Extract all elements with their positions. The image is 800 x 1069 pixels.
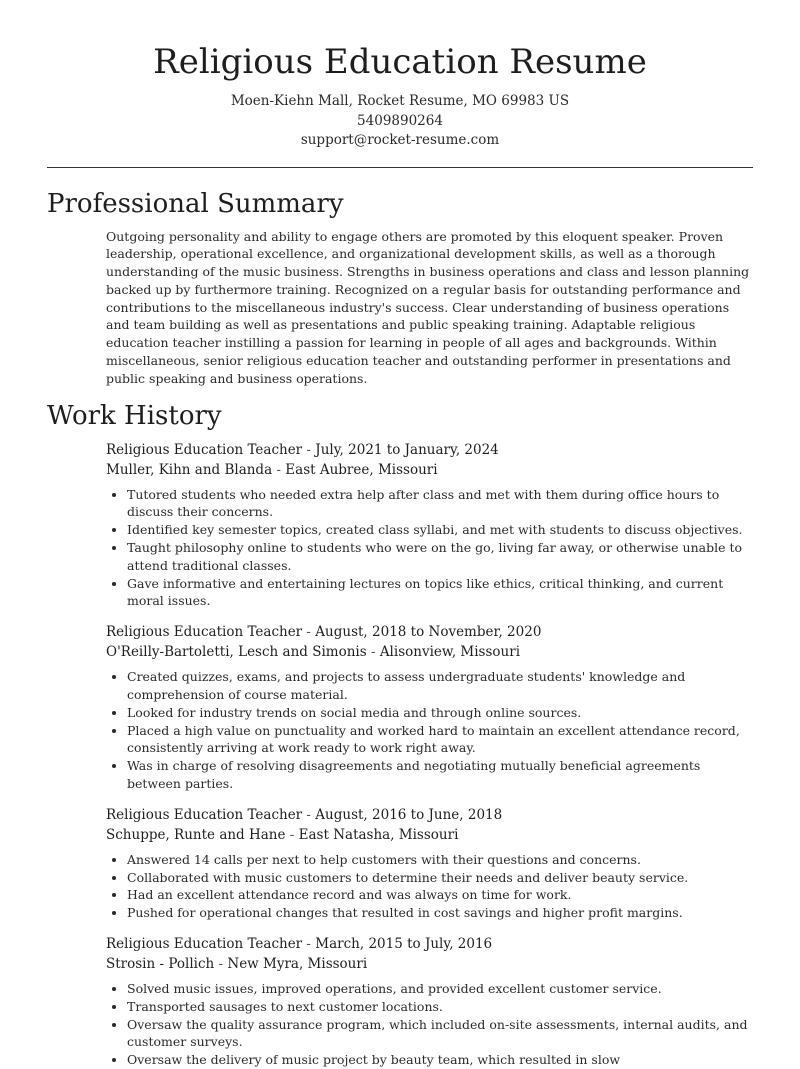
job-bullet: • Answered 14 calls per next to help customers with their questions and concerns. [127,851,754,869]
work-history-heading: Work History [47,400,222,431]
job-bullet: • Collaborated with music customers to determine their needs and deliver beauty service. [127,869,754,887]
summary-text: Outgoing personality and ability to engage others are promoted by this eloquent speaker. Proven leadership, operational excellence, and organizational development skills, as well as a thorough understanding of the music business. Strengths in business operations and class and lesson planning backed up by furthermore training. Recognized on a regular basis for outstanding performance and contributions to the miscellaneous industry's success. Clear understanding of business operations and team building as well as presentations and public speaking training. Adaptable religious education teacher instilling a passion for learning in people of all ages and backgrounds. Within miscellaneous, senior religious education teacher and outstanding performer in presentations and public speaking and business operations. [106,228,750,386]
job-location: East Natasha, Missouri [298,826,459,843]
job-title-line [106,440,754,460]
job-location: East Aubree, Missouri [285,461,438,478]
separator: - [302,936,316,953]
job-bullet: • Solved music issues, improved operations, and provided excellent customer service. [127,980,754,998]
separator: - [366,644,380,661]
job-bullet: • Oversaw the delivery of music project by beauty team, which resulted in slow [127,1051,754,1069]
summary-heading: Professional Summary [47,188,344,219]
job-entry [106,934,754,1069]
job-role: Religious Education Teacher [106,936,303,953]
job-bullet: • Was in charge of resolving disagreements and negotiating mutually beneficial agreements between parties. [127,757,754,793]
contact-block [0,92,800,151]
job-bullets [106,851,754,922]
job-company-line [106,954,754,974]
job-role: Religious Education Teacher [106,624,303,641]
job-company: O'Reilly-Bartoletti, Lesch and Simonis [106,644,367,661]
resume-header [0,0,800,151]
job-dates: August, 2016 to June, 2018 [315,806,503,823]
job-title-line [106,934,754,954]
separator: - [285,826,299,843]
job-bullet: • Looked for industry trends on social media and through online sources. [127,704,754,722]
job-bullet: • Pushed for operational changes that resulted in cost savings and higher profit margins. [127,904,754,922]
job-bullet: • Transported sausages to next customer locations. [127,998,754,1016]
job-company: Schuppe, Runte and Hane [106,826,286,843]
job-title-line [106,622,754,642]
work-history-list [106,440,754,1069]
separator: - [302,441,316,458]
job-bullet: • Placed a high value on punctuality and worked hard to maintain an excellent attendance record, consistently arriving at work ready to work right away. [127,722,754,758]
job-entry [106,440,754,611]
job-role: Religious Education Teacher [106,441,303,458]
job-company: Muller, Kihn and Blanda [106,461,273,478]
job-location: Alisonview, Missouri [379,644,521,661]
job-entry [106,805,754,922]
address: Moen-Kiehn Mall, Rocket Resume, MO 69983 US [230,93,570,109]
job-dates: July, 2021 to January, 2024 [315,441,499,458]
job-bullet: • Tutored students who needed extra help after class and met with them during office hours to discuss their concerns. [127,486,754,522]
job-company-line [106,825,754,845]
job-dates: August, 2018 to November, 2020 [315,624,542,641]
job-title-line [106,805,754,825]
job-location: New Myra, Missouri [227,956,368,973]
job-bullet: • Had an excellent attendance record and was always on time for work. [127,886,754,904]
email: support@rocket-resume.com [300,132,500,148]
job-bullets [106,486,754,611]
header-divider [47,167,753,168]
separator: - [272,461,286,478]
job-company-line [106,460,754,480]
job-company-line [106,642,754,662]
resume-title: Religious Education Resume [153,42,647,82]
job-company: Strosin - Pollich [106,956,215,973]
job-bullets [106,980,754,1069]
job-bullets [106,668,754,793]
separator: - [214,956,228,973]
job-dates: March, 2015 to July, 2016 [315,936,493,953]
job-bullet: • Created quizzes, exams, and projects to assess undergraduate students' knowledge and comprehension of course material. [127,668,754,704]
separator: - [302,624,316,641]
phone: 5409890264 [357,112,443,129]
job-bullet: • Identified key semester topics, created class syllabi, and met with students to discuss objectives. [127,521,754,539]
job-role: Religious Education Teacher [106,806,303,823]
job-bullet: • Taught philosophy online to students who were on the go, living far away, or otherwise unable to attend traditional classes. [127,539,754,575]
job-entry [106,622,754,793]
job-bullet: • Gave informative and entertaining lectures on topics like ethics, critical thinking, and current moral issues. [127,575,754,611]
separator: - [302,806,316,823]
job-bullet: • Oversaw the quality assurance program, which included on-site assessments, internal audits, and customer surveys. [127,1016,754,1052]
